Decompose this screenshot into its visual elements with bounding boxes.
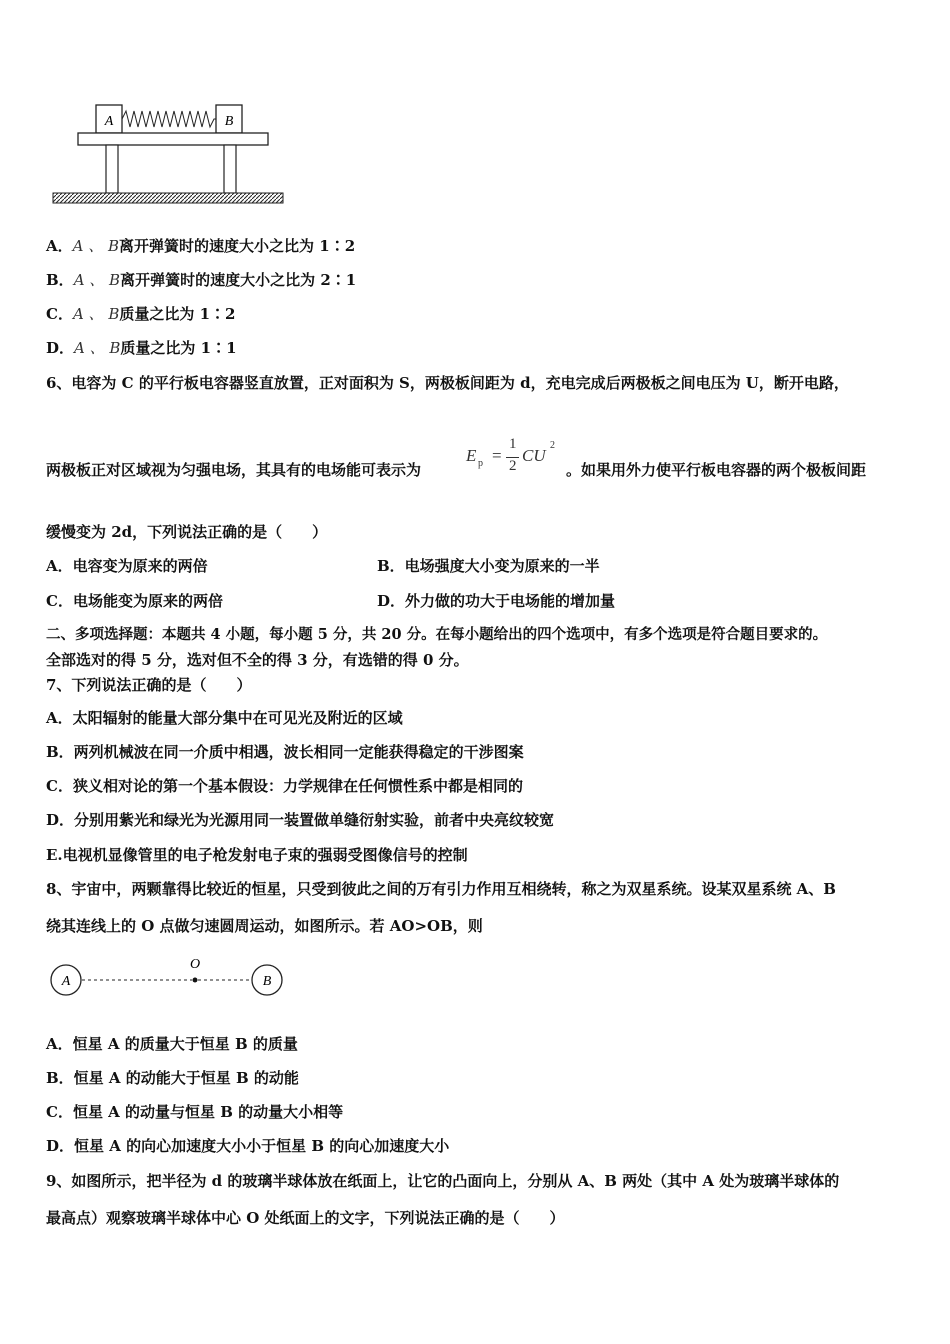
- spring-blocks-figure: [48, 95, 288, 210]
- q8-stem-line2: 绕其连线上的 O 点做匀速圆周运动，如图所示。若 AO>OB，则: [46, 917, 483, 935]
- q7-option-a: A．太阳辐射的能量大部分集中在可见光及附近的区域: [46, 709, 403, 727]
- q7-stem: 7、下列说法正确的是（ ）: [46, 676, 252, 694]
- q8-option-c: C．恒星 A 的动量与恒星 B 的动量大小相等: [46, 1103, 344, 1121]
- q5-option-b: B．A 、 B离开弹簧时的速度大小之比为 2∶1: [46, 271, 357, 289]
- q7-option-d: D．分别用紫光和绿光为光源用同一装置做单缝衍射实验，前者中央亮纹较宽: [46, 811, 555, 829]
- q7-option-b: B．两列机械波在同一介质中相遇，波长相同一定能获得稳定的干涉图案: [46, 743, 524, 761]
- q5-option-c: C．A 、 B质量之比为 1∶2: [46, 305, 236, 323]
- q6-stem-line3: 缓慢变为 2d，下列说法正确的是（ ）: [46, 523, 328, 541]
- q6-option-b: B．电场强度大小变为原来的一半: [377, 557, 600, 575]
- block-a-label: A: [104, 114, 114, 129]
- q6-stem-line2-pre: 两极板正对区域视为匀强电场，其具有的电场能可表示为: [46, 461, 422, 479]
- section2-heading-line1: 二、多项选择题：本题共 4 小题，每小题 5 分，共 20 分。在每小题给出的四个选项中，有多个选项是符合题目要求的。: [46, 626, 828, 643]
- q6-option-a: A．电容变为原来的两倍: [46, 557, 208, 575]
- q8-stem-line1: 8、宇宙中，两颗靠得比较近的恒星，只受到彼此之间的万有引力作用互相绕转，称之为双星系统。设某双星系统 A、B: [46, 880, 836, 898]
- q8-option-d: D．恒星 A 的向心加速度大小小于恒星 B 的向心加速度大小: [46, 1137, 450, 1155]
- q6-option-d: D．外力做的功大于电场能的增加量: [377, 592, 616, 610]
- section2-heading-line2: 全部选对的得 5 分，选对但不全的得 3 分，有选错的得 0 分。: [46, 651, 469, 669]
- q7-option-c: C．狭义相对论的第一个基本假设：力学规律在任何惯性系中都是相同的: [46, 777, 523, 795]
- q6-option-c: C．电场能变为原来的两倍: [46, 592, 223, 610]
- q5-option-d: D．A 、 B质量之比为 1∶1: [46, 339, 237, 357]
- spring: [122, 111, 216, 127]
- q9-stem-line2: 最高点）观察玻璃半球体中心 O 处纸面上的文字，下列说法正确的是（ ）: [46, 1209, 565, 1227]
- center-label: O: [189, 957, 201, 972]
- q5-option-a: A．A 、 B离开弹簧时的速度大小之比为 1∶2: [46, 237, 356, 255]
- q8-option-a: A．恒星 A 的质量大于恒星 B 的质量: [46, 1035, 298, 1053]
- ground: [53, 193, 283, 203]
- q9-stem-line1: 9、如图所示，把半径为 d 的玻璃半球体放在纸面上，让它的凸面向上，分别从 A、B 两处（其中 A 处为玻璃半球体的: [46, 1172, 840, 1190]
- q7-option-e: E.电视机显像管里的电子枪发射电子束的强弱受图像信号的控制: [46, 846, 468, 864]
- binary-star-figure: [48, 952, 293, 1002]
- q8-option-b: B．恒星 A 的动能大于恒星 B 的动能: [46, 1069, 299, 1087]
- q6-stem-line2-post: 。如果用外力使平行板电容器的两个极板间距: [566, 461, 867, 479]
- star-a-label: A: [61, 974, 71, 989]
- table-leg-right: [224, 145, 236, 193]
- tabletop: [78, 133, 268, 145]
- star-b-label: B: [262, 974, 272, 989]
- block-b-label: B: [224, 114, 234, 129]
- q6-stem-line1: 6、电容为 C 的平行板电容器竖直放置，正对面积为 S，两极板间距为 d，充电完成后两极板之间电压为 U，断开电路，: [46, 374, 849, 392]
- table-leg-left: [106, 145, 118, 193]
- center-point: [193, 978, 198, 983]
- energy-formula: E p = 1 2 CU 2: [466, 436, 555, 474]
